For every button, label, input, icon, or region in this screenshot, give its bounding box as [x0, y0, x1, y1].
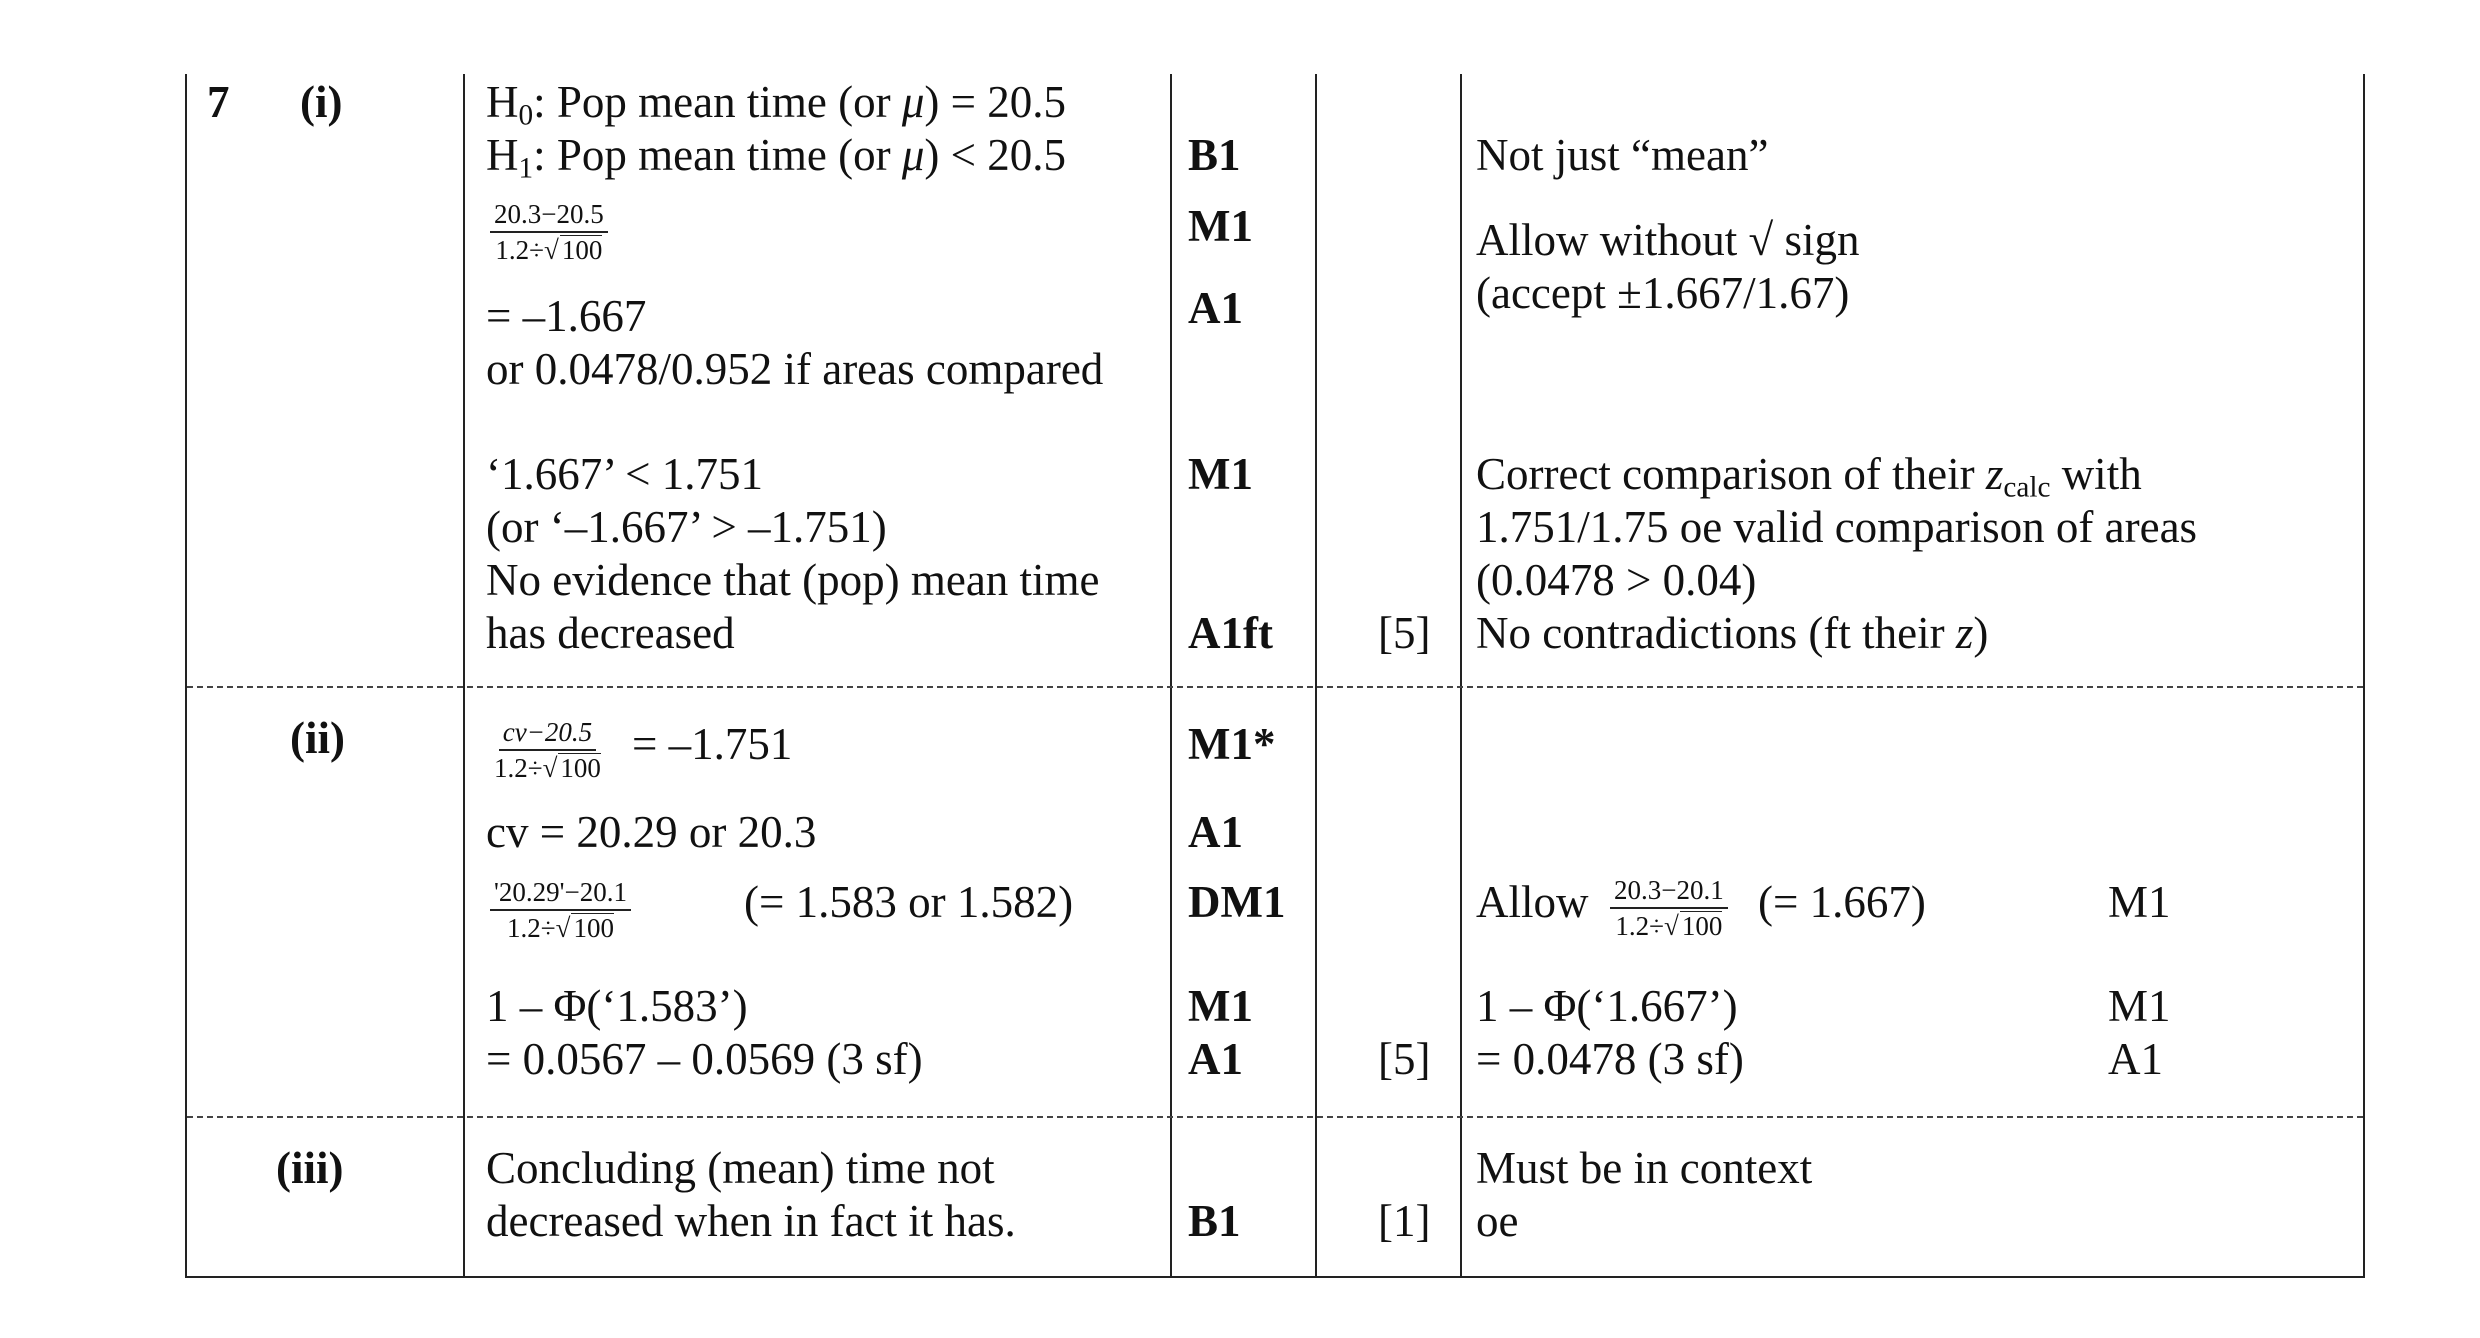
guidance-mark: M1: [2108, 877, 2171, 927]
column-divider-guidance: [1460, 74, 1462, 1278]
guidance-line: 1.751/1.75 oe valid comparison of areas: [1476, 502, 2198, 552]
null-hypothesis: $H_0$: Pop mean time (or μ) = 20.5: [486, 77, 1067, 132]
fraction-numerator: '20.29'−20.1: [490, 878, 631, 911]
column-divider-total: [1315, 74, 1317, 1278]
mark-code: DM1: [1188, 877, 1286, 927]
part-total: [5]: [1378, 608, 1431, 658]
mark-code: M1*: [1188, 719, 1276, 769]
guidance-line: No contradictions (ft their z): [1476, 608, 1989, 658]
guidance-mark: A1: [2108, 1034, 2163, 1084]
fraction-denominator: 1.2÷√ 100: [495, 235, 603, 265]
part-total: [1]: [1378, 1196, 1431, 1246]
column-divider-marks: [1170, 74, 1172, 1278]
table-right-border: [2363, 74, 2365, 1278]
mark-code: A1ft: [1188, 608, 1273, 658]
fraction-numerator: cv−20.5: [499, 718, 596, 751]
question-number: 7: [207, 77, 230, 127]
column-divider-answer: [463, 74, 465, 1278]
answer-line: cv = 20.29 or 20.3: [486, 807, 817, 857]
guidance-line: Correct comparison of their $z_{calc}$ with: [1476, 449, 2142, 504]
mark-code: M1: [1188, 201, 1253, 251]
answer-line: has decreased: [486, 608, 735, 658]
mark-code: B1: [1188, 130, 1241, 180]
guidance-line: Not just “mean”: [1476, 130, 1769, 180]
answer-line: decreased when in fact it has.: [486, 1196, 1016, 1246]
answer-line: Concluding (mean) time not: [486, 1143, 995, 1193]
answer-line: = 0.0567 – 0.0569 (3 sf): [486, 1034, 923, 1084]
row-divider-i-ii: [187, 686, 2363, 688]
fraction-denominator: 1.2÷√ 100: [1615, 911, 1723, 941]
table-bottom-border: [185, 1276, 2365, 1278]
guidance-line: (accept ±1.667/1.67): [1476, 268, 1850, 318]
guidance-line: = 0.0478 (3 sf): [1476, 1034, 1744, 1084]
answer-line: No evidence that (pop) mean time: [486, 555, 1100, 605]
fraction-numerator: 20.3−20.1: [1610, 876, 1728, 909]
answer-line: ‘1.667’ < 1.751: [486, 449, 764, 499]
part-label-i: (i): [300, 77, 343, 127]
fraction-numerator: 20.3−20.5: [490, 200, 608, 233]
mark-code: A1: [1188, 1034, 1243, 1084]
test-statistic-fraction: [490, 200, 608, 265]
row-divider-ii-iii: [187, 1116, 2363, 1118]
guidance-fraction: [1610, 876, 1728, 941]
fraction-denominator: 1.2÷√ 100: [494, 753, 601, 783]
guidance-line: Allow without √ sign: [1476, 215, 1860, 265]
alternative-hypothesis: $H_1$: Pop mean time (or μ) < 20.5: [486, 130, 1067, 185]
part-label-iii: (iii): [276, 1143, 344, 1193]
mark-code: B1: [1188, 1196, 1241, 1246]
answer-line: (= 1.583 or 1.582): [744, 877, 1074, 927]
guidance-line: (= 1.667): [1758, 877, 1926, 927]
guidance-line: oe: [1476, 1196, 1519, 1246]
mark-code: M1: [1188, 981, 1253, 1031]
guidance-mark: M1: [2108, 981, 2171, 1031]
mark-code: A1: [1188, 807, 1243, 857]
answer-line: (or ‘–1.667’ > –1.751): [486, 502, 887, 552]
guidance-line: Must be in context: [1476, 1143, 1813, 1193]
mark-code: A1: [1188, 283, 1243, 333]
fraction-denominator: 1.2÷√ 100: [507, 913, 614, 943]
guidance-line: 1 – Φ(‘1.667’): [1476, 981, 1738, 1031]
answer-line: or 0.0478/0.952 if areas compared: [486, 344, 1104, 394]
mark-code: M1: [1188, 449, 1253, 499]
guidance-line: Allow: [1476, 877, 1589, 927]
critical-value-fraction: [490, 718, 605, 783]
answer-line: = –1.751: [632, 719, 793, 769]
answer-line: = –1.667: [486, 291, 647, 341]
probability-fraction: [490, 878, 631, 943]
part-label-ii: (ii): [290, 713, 345, 763]
table-left-border: [185, 74, 187, 1278]
part-total: [5]: [1378, 1034, 1431, 1084]
answer-line: 1 – Φ(‘1.583’): [486, 981, 748, 1031]
guidance-line: (0.0478 > 0.04): [1476, 555, 1757, 605]
